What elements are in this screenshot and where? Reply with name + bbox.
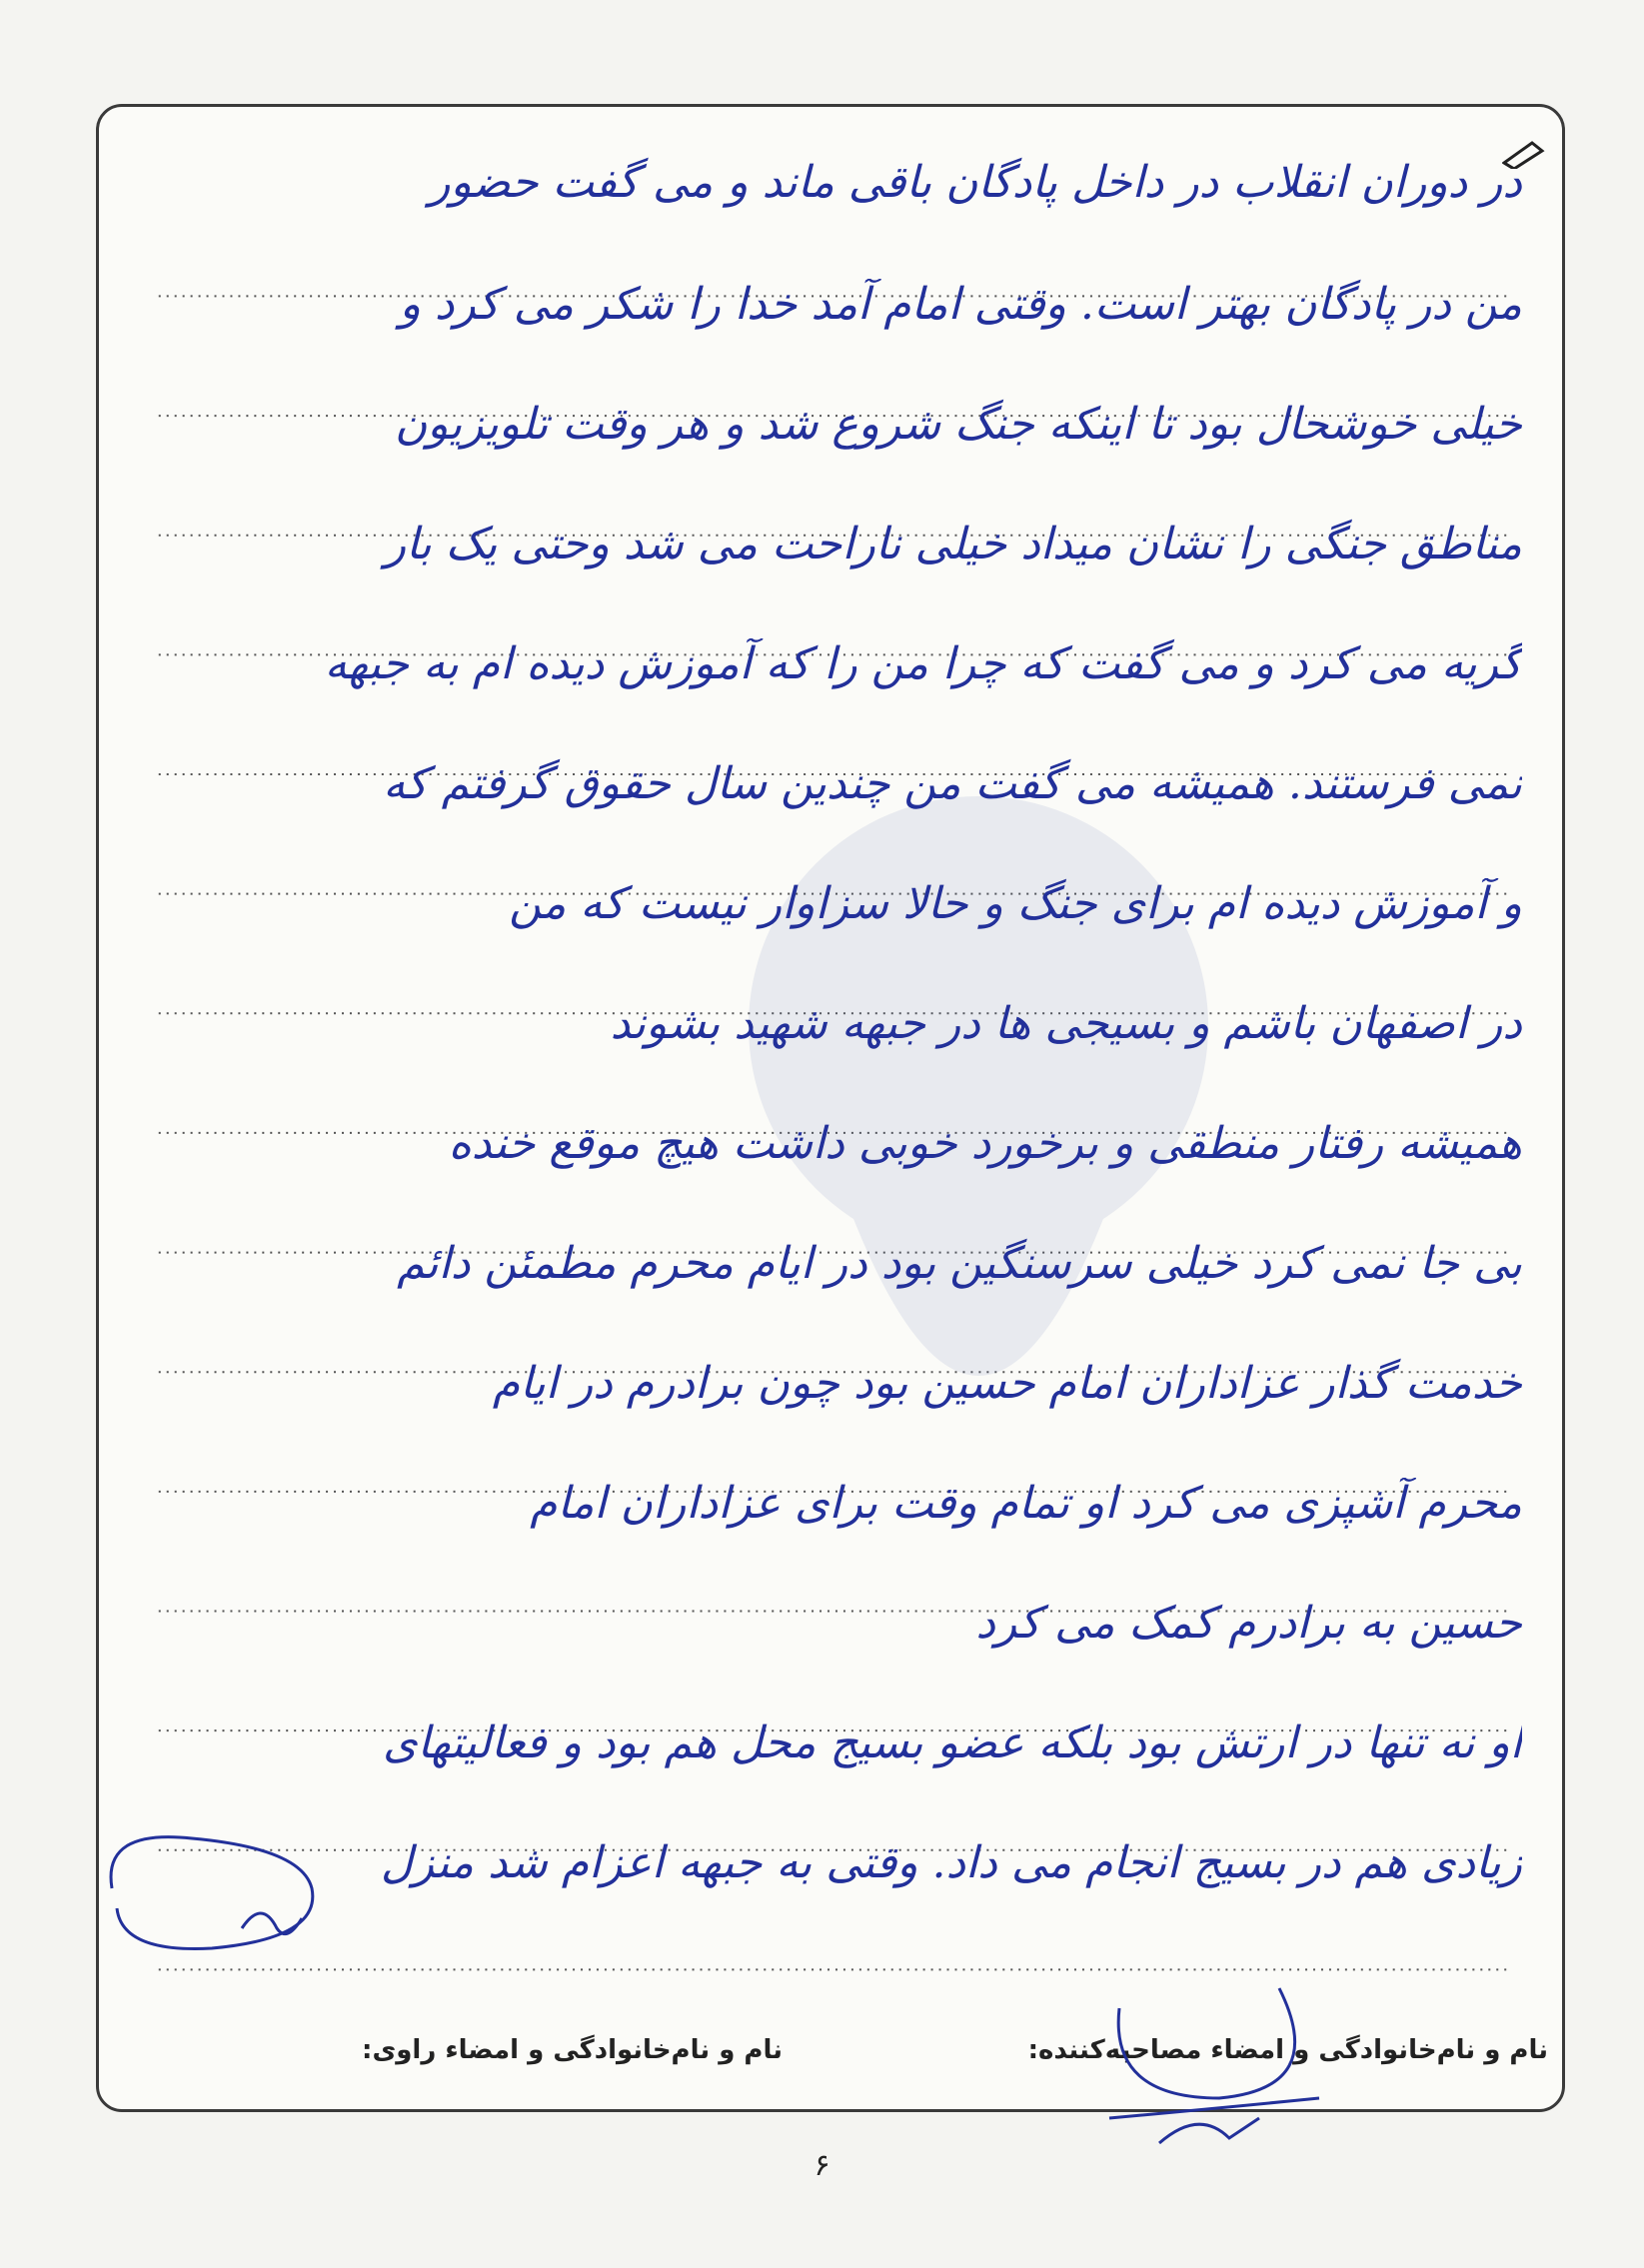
handwritten-line: مناطق جنگی را نشان میداد خیلی ناراحت می شد وحتی یک بار — [384, 519, 1522, 569]
interviewer-signature — [1099, 1948, 1349, 2148]
interviewer-signature-label: نام و نام‌خانوادگی و امضاء مصاحبه‌کننده: — [1027, 2035, 1548, 2065]
handwritten-line: محرم آشپزی می کرد او تمام وقت برای عزاداران امام — [530, 1478, 1522, 1529]
handwritten-line: گریه می کرد و می گفت که چرا من را که آموزش دیده ام به جبهه — [324, 638, 1522, 689]
handwritten-line: در اصفهان باشم و بسیجی ها در جبهه شهید بشوند — [610, 998, 1522, 1049]
handwritten-line: حسین به برادرم کمک می کرد — [975, 1598, 1522, 1649]
handwritten-line: بی جا نمی کرد خیلی سرسنگین بود در ایام محرم مطمئن دائم — [397, 1238, 1522, 1289]
page-number: ۶ — [814, 2148, 830, 2183]
narrator-signature — [92, 1818, 332, 1968]
handwritten-line: در دوران انقلاب در داخل پادگان باقی ماند و می گفت حضور — [429, 157, 1522, 208]
handwritten-line: زیادی هم در بسیج انجام می داد. وقتی به جبهه اعزام شد منزل — [380, 1837, 1522, 1888]
handwritten-line: همیشه رفتار منطقی و برخورد خوبی داشت هیچ موقع خنده — [448, 1118, 1522, 1169]
handwritten-line: خیلی خوشحال بود تا اینکه جنگ شروع شد و هر وقت تلویزیون — [394, 399, 1522, 450]
narrator-signature-label: نام و نام‌خانوادگی و امضاء راوی: — [362, 2035, 783, 2065]
handwritten-line: او نه تنها در ارتش بود بلکه عضو بسیج محل هم بود و فعالیتهای — [383, 1717, 1522, 1768]
handwritten-line: من در پادگان بهتر است. وقتی امام آمد خدا را شکر می کرد و — [399, 279, 1522, 330]
notebook-page-frame — [96, 104, 1565, 2112]
handwritten-line: و آموزش دیده ام برای جنگ و حالا سزاوار نیست که من — [509, 878, 1522, 929]
handwritten-line: خدمت گذار عزاداران امام حسین بود چون برادرم در ایام — [492, 1358, 1522, 1409]
handwritten-line: نمی فرستند. همیشه می گفت من چندین سال حقوق گرفتم که — [383, 758, 1522, 809]
